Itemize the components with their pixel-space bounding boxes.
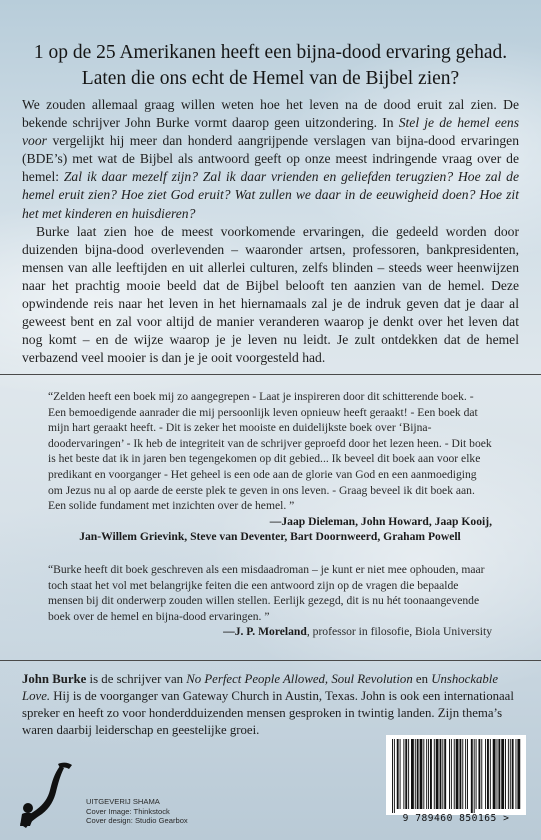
endorsement-1-names bbox=[48, 514, 492, 530]
barcode-bar bbox=[512, 739, 514, 809]
author-name: John Burke bbox=[22, 672, 87, 686]
barcode-bar bbox=[467, 739, 468, 809]
barcode-bar bbox=[465, 739, 466, 809]
barcode-bar bbox=[476, 739, 477, 809]
barcode-bar bbox=[411, 739, 414, 809]
publisher-name: UITGEVERIJ SHAMA bbox=[86, 797, 160, 806]
barcode-bar bbox=[471, 739, 473, 813]
author-text-3: Hij is de voorganger van Gateway Church in Austin, Texas. John is ook een internationaal spreker en heeft zo voor honderdduizenden mensen gesproken in twintig landen. Zijn thema’s waren daarbij leiderschap en geestelijke groei. bbox=[22, 689, 514, 737]
barcode-bar bbox=[420, 739, 423, 809]
barcode-bar bbox=[434, 739, 435, 809]
barcode-bar bbox=[516, 739, 517, 809]
isbn-digits: 9 789460 850165 bbox=[402, 813, 497, 824]
barcode-bar bbox=[454, 739, 455, 809]
author-text-2: en bbox=[412, 672, 432, 686]
summary-paragraph: Burke laat zien hoe de meest voorkomende ervaringen, die gedeeld worden door duizenden bijna-dood overlevenden – waaronder artsen, professoren, bankpresidenten, mensen van alle leeftijden en uit allerlei culturen, zelfs blinden – steeds weer heenwijzen naar het prachtig mooie beeld dat de Bijbel belooft ten aanzien van de hemel. Deze opwindende reis naar het leven in het hiernamaals zal je de indruk geven dat je daar al geweest bent en zal voor altijd de manier veranderen waarop je denkt over het leven dat nog komt – en de wijze waarop je je leven nu leidt. Je zult ontdekken dat de hemel verbazend veel mooier is dan je je ooit voorgesteld had. bbox=[22, 223, 519, 366]
endorsement-2-text: “Burke heeft dit boek geschreven als een misdaadroman – je kunt er niet mee ophouden, maar toch staat het vol met belangrijke feiten die een antwoord zijn op de vragen die bepaalde mensen bij dit onderwerp zouden willen stellen. Eerlijk gezegd, dit is nu hét toonaangevende boek over de hemel en bijna-dood ervaringen. ” bbox=[48, 562, 485, 623]
isbn-barcode bbox=[386, 735, 526, 827]
endorsement-1-names-line-1: —Jaap Dieleman, John Howard, Jaap Kooij, bbox=[269, 514, 492, 528]
barcode-bar bbox=[423, 739, 424, 809]
barcode-bar bbox=[449, 739, 450, 809]
description bbox=[22, 96, 519, 367]
isbn-number bbox=[386, 813, 526, 824]
author-text-1: is de schrijver van bbox=[86, 672, 187, 686]
barcode-bar bbox=[517, 739, 520, 809]
isbn-marker: > bbox=[503, 813, 510, 824]
barcode-bar bbox=[417, 739, 419, 809]
barcode-bar bbox=[415, 739, 416, 809]
endorsement-2-name: —J. P. Moreland bbox=[223, 625, 307, 639]
barcode-bar bbox=[392, 739, 393, 813]
barcode-bar bbox=[408, 739, 409, 809]
barcode-bar bbox=[436, 739, 439, 809]
barcode-bar bbox=[403, 739, 404, 809]
intro-questions: Zal ik daar mezelf zijn? Zal ik daar vrienden en geliefden terugzien? Hoe zal de hemel eruit zien? Hoe ziet God eruit? Wat zullen we daar in de eeuwigheid doen? Hoe zit het met kinderen en huisdieren? bbox=[22, 169, 520, 221]
endorsements bbox=[48, 389, 492, 640]
barcode-bar bbox=[405, 739, 407, 809]
headline bbox=[18, 40, 523, 92]
barcode-bar bbox=[444, 739, 446, 809]
cover-design-credit: Cover design: Studio Gearbox bbox=[86, 816, 188, 826]
barcode-bar bbox=[505, 739, 506, 809]
barcode-bar bbox=[490, 739, 491, 809]
barcode-bar bbox=[459, 739, 461, 809]
barcode-bar bbox=[493, 739, 496, 809]
barcode-bar bbox=[508, 739, 509, 809]
barcode-bar bbox=[498, 739, 500, 809]
barcode-bar bbox=[485, 739, 486, 809]
headline-line-2: Laten die ons echt de Hemel van de Bijbel zien? bbox=[81, 68, 460, 89]
barcode-bar bbox=[510, 739, 511, 809]
endorsement-2-attribution bbox=[48, 624, 492, 640]
barcode-bars bbox=[386, 735, 526, 815]
barcode-bar bbox=[497, 739, 498, 809]
barcode-bar bbox=[481, 739, 482, 809]
endorsement-2 bbox=[48, 562, 492, 640]
author-books: No Perfect People Allowed, Soul Revolution bbox=[186, 672, 413, 686]
barcode-bar bbox=[462, 739, 463, 809]
endorsement-1-names-2 bbox=[48, 529, 492, 545]
barcode-bar bbox=[394, 739, 395, 813]
author-bio bbox=[22, 671, 519, 739]
intro-paragraph bbox=[22, 96, 519, 223]
barcode-bar bbox=[400, 739, 401, 809]
shofar-logo-icon bbox=[14, 760, 78, 832]
barcode-bar bbox=[451, 739, 452, 809]
barcode-bar bbox=[428, 739, 429, 809]
divider-bottom bbox=[0, 660, 541, 661]
barcode-bar bbox=[440, 739, 442, 809]
barcode-bar bbox=[442, 739, 443, 809]
headline-line-1: 1 op de 25 Amerikanen heeft een bijna-dood ervaring gehad. bbox=[33, 42, 508, 63]
book-title: Stel je de hemel eens voor bbox=[22, 115, 519, 149]
cover-image-credit: Cover Image: Thinkstock bbox=[86, 806, 170, 816]
barcode-bar bbox=[474, 739, 475, 813]
barcode-bar bbox=[426, 739, 427, 809]
endorsement-1-text: “Zelden heeft een boek mij zo aangegrepen - Laat je inspireren door dit schitterende boek. - Een bemoedigende aanrader die mij persoonlijk leven opnieuw heeft geraakt! - Een boek dat mijn hart geraakt heeft. - Dit is zeker het mooiste en duidelijkste boek over ‘Bijna-doodervaringen’ - Ik heb de integriteit van de schrijver geproefd door het lezen heen. - Dit boek is het beste dat ik in jaren ben tegengekomen op dit gebied... Ik beveel dit boek aan voor elke predikant en voorganger - Het geheel is een ode aan de glorie van God en een aanmoediging om Jezus nu al op aarde de eerste plek te geven in ons leven. - Graag beveel ik dit boek aan. Een solide fundament met inzichten over de hemel. ” bbox=[48, 390, 492, 513]
endorsement-1-names-line-2: Jan-Willem Grievink, Steve van Deventer, Bart Doornweerd, Graham Powell bbox=[79, 530, 461, 544]
intro-text-1: We zouden allemaal graag willen weten hoe het leven na de dood eruit zal zien. De bekende schrijver John Burke vormt daarop geen uitzondering. In bbox=[22, 97, 519, 131]
publisher-block bbox=[14, 755, 194, 835]
endorsement-1 bbox=[48, 389, 492, 545]
intro-text-2: vergelijkt hij meer dan honderd aangrijpende verslagen van bijna-dood ervaringen (BDE’s) met wat de Bijbel als antwoord geeft op onze meest indringende vraag over de hemel: bbox=[22, 133, 519, 185]
barcode-bar bbox=[487, 739, 489, 809]
barcode-bar bbox=[430, 739, 432, 809]
barcode-bar bbox=[397, 739, 399, 809]
publisher-credits bbox=[86, 797, 188, 826]
barcode-bar bbox=[501, 739, 504, 809]
endorsement-2-role: , professor in filosofie, Biola University bbox=[306, 625, 492, 639]
author-paragraph bbox=[22, 671, 519, 739]
barcode-bar bbox=[456, 739, 459, 809]
divider-top bbox=[0, 374, 541, 375]
author-book-3: Unshockable Love. bbox=[22, 672, 499, 703]
barcode-bar bbox=[478, 739, 480, 809]
